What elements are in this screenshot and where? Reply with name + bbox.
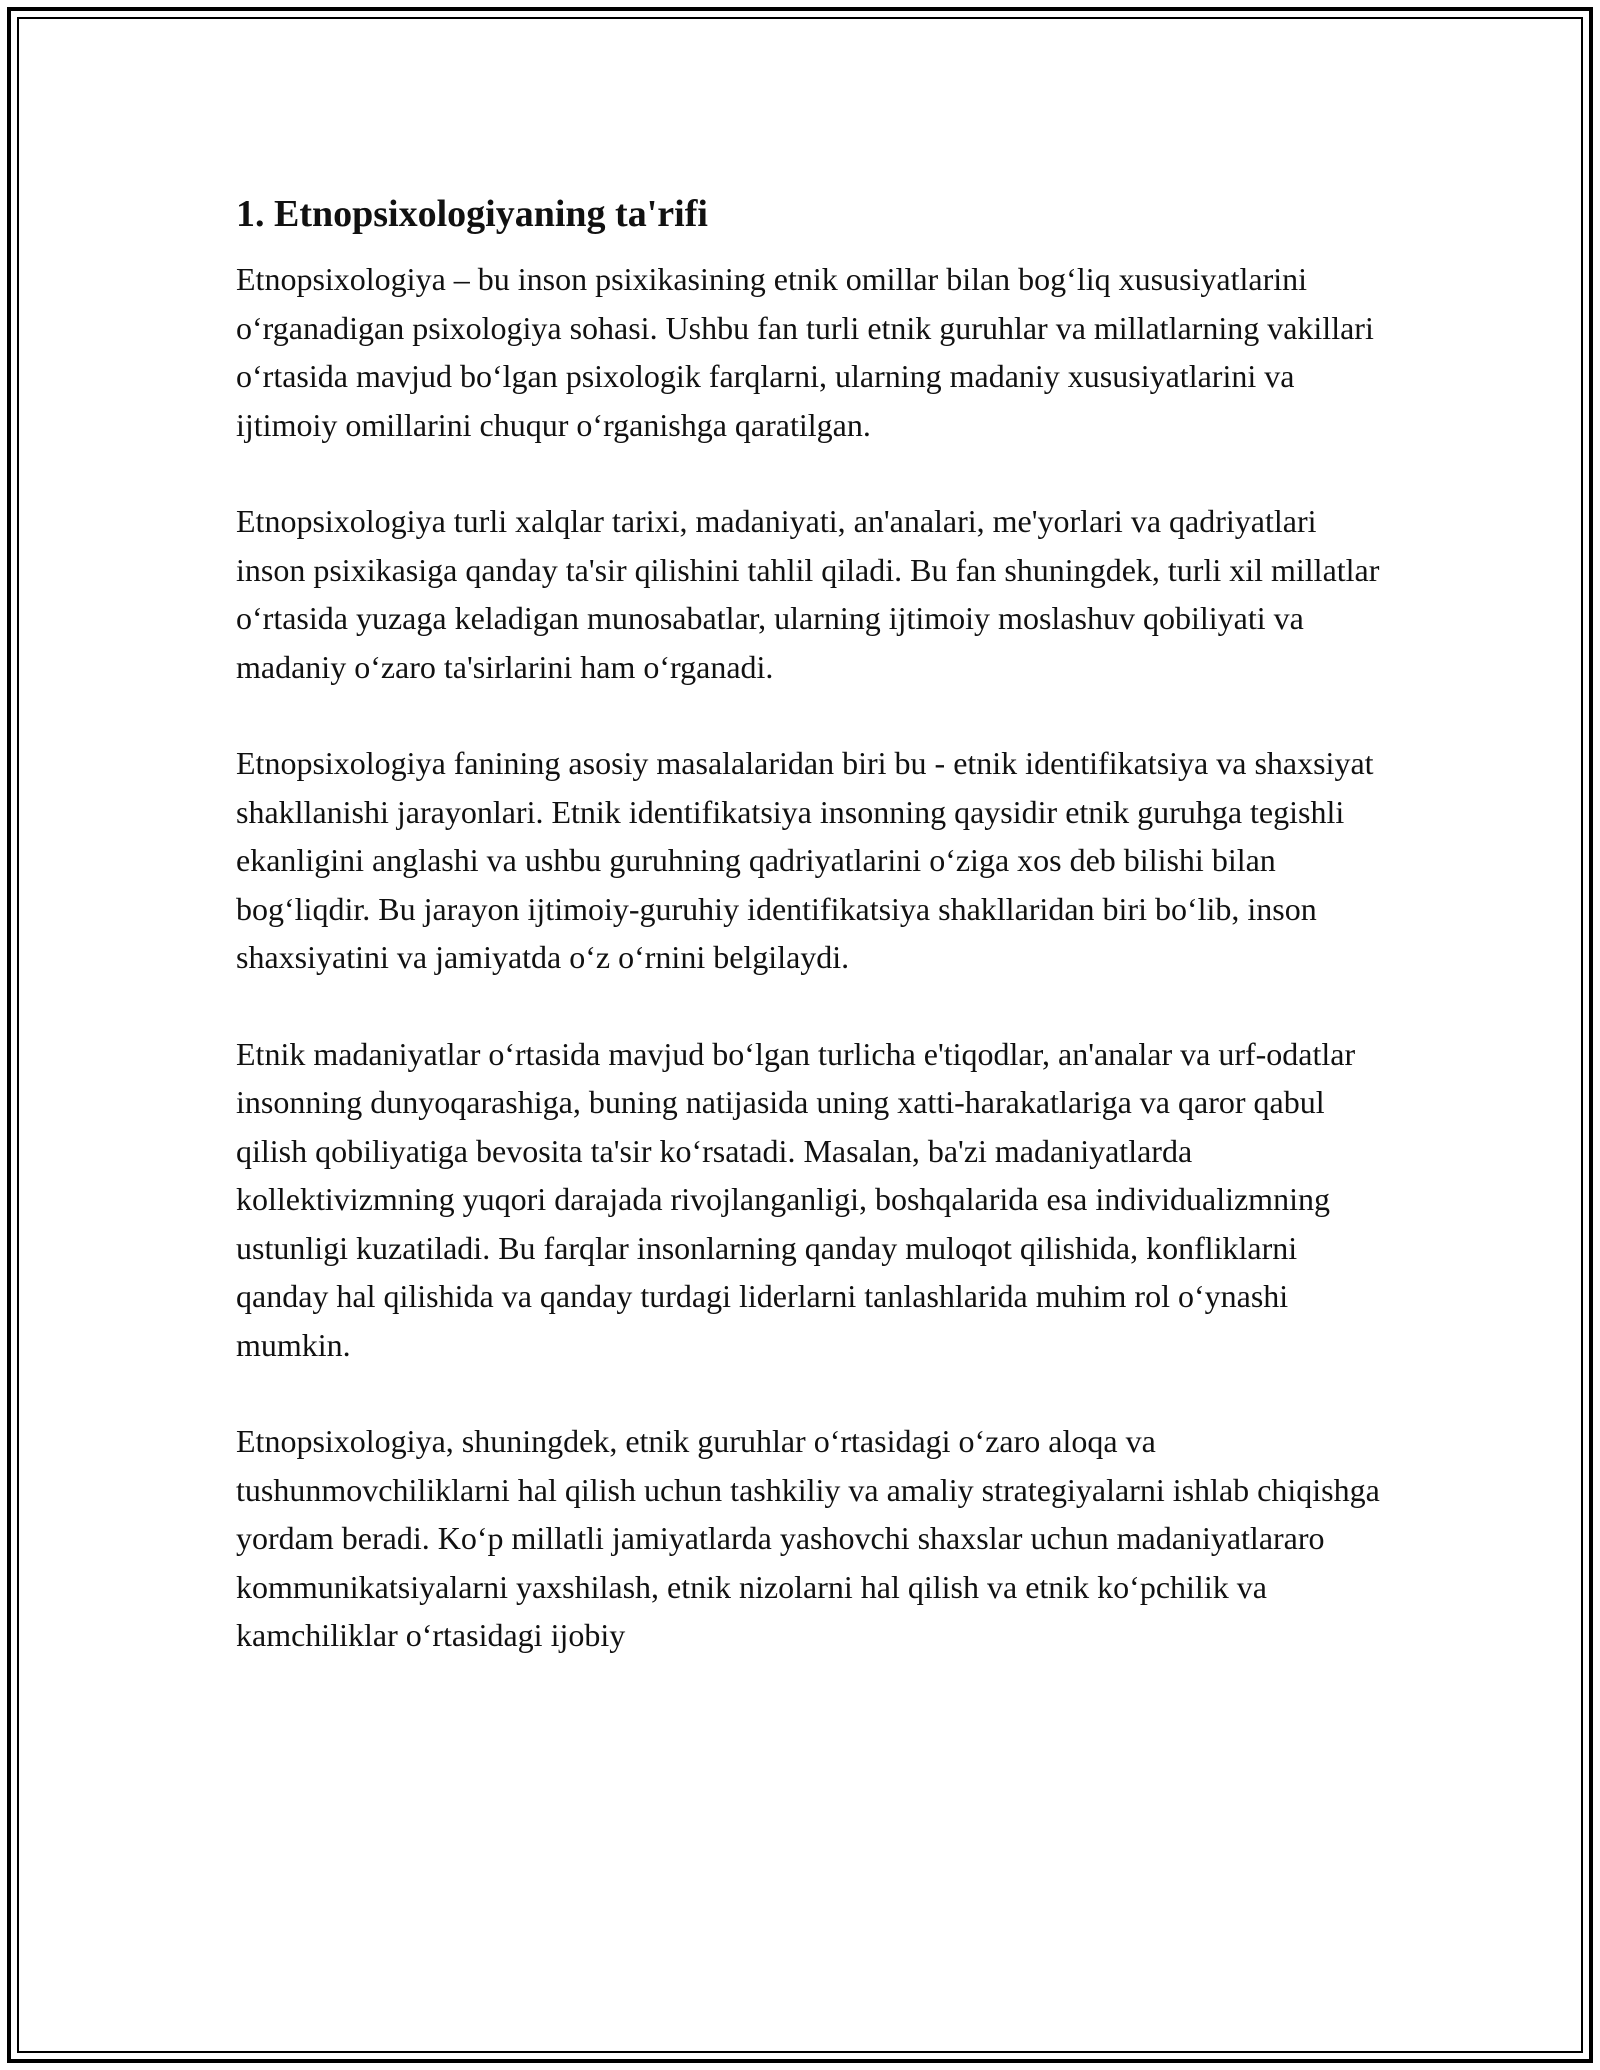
section-heading: 1. Etnopsixologiyaning ta'rifi [236,193,708,235]
paragraph-definition: Etnopsixologiya – bu inson psixikasining etnik omillar bilan bog‘liq xususiyatlarini o‘rganadigan psixologiya sohasi. Ushbu fan turli etnik guruhlar va millatlarning vakillari o‘rtasida mavjud bo‘lgan psixologik farqlarni, ularning madaniy xususiyatlarini va ijtimoiy omillarini chuqur o‘rganishga qaratilgan. [236,261,1374,443]
paragraph-identification: Etnopsixologiya fanining asosiy masalalaridan biri bu - etnik identifikatsiya va shaxsiyat shakllanishi jarayonlari. Etnik identifikatsiya insonning qaysidir etnik guruhga tegishli ekanligini anglashi va ushbu guruhning qadriyatlarini o‘ziga xos deb bilishi bilan bog‘liqdir. Bu jarayon ijtimoiy-guruhiy identifikatsiya shakllaridan biri bo‘lib, inson shaxsiyatini va jamiyatda o‘z o‘rnini belgilaydi. [236,745,1374,975]
document-body [236,185,1386,1708]
paragraph-cultural-differences: Etnik madaniyatlar o‘rtasida mavjud bo‘lgan turlicha e'tiqodlar, an'analar va urf-odatlar insonning dunyoqarashiga, buning natijasida uning xatti-harakatlariga va qaror qabul qilish qobiliyatiga bevosita ta'sir ko‘rsatadi. Masalan, ba'zi madaniyatlarda kollektivizmning yuqori darajada rivojlanganligi, boshqalarida esa individualizmning ustunligi kuzatiladi. Bu farqlar insonlarning qanday muloqot qilishida, konfliklarni qanday hal qilishida va qanday turdagi liderlarni tanlashlarida muhim rol o‘ynashi mumkin. [236,1035,1356,1363]
paragraph-strategies: Etnopsixologiya, shuningdek, etnik guruhlar o‘rtasidagi o‘zaro aloqa va tushunmovchiliklarni hal qilish uchun tashkiliy va amaliy strategiyalarni ishlab chiqishga yordam beradi. Ko‘p millatli jamiyatlarda yashovchi shaxslar uchun madaniyatlararo kommunikatsiyalarni yaxshilash, etnik nizolarni hal qilish va etnik ko‘pchilik va kamchiliklar o‘rtasidagi ijobiy [236,1423,1380,1653]
paragraph-analysis: Etnopsixologiya turli xalqlar tarixi, madaniyati, an'analari, me'yorlari va qadriyatlari inson psixikasiga qanday ta'sir qilishini tahlil qiladi. Bu fan shuningdek, turli xil millatlar o‘rtasida yuzaga keladigan munosabatlar, ularning ijtimoiy moslashuv qobiliyati va madaniy o‘zaro ta'sirlarini ham o‘rganadi. [236,503,1380,685]
